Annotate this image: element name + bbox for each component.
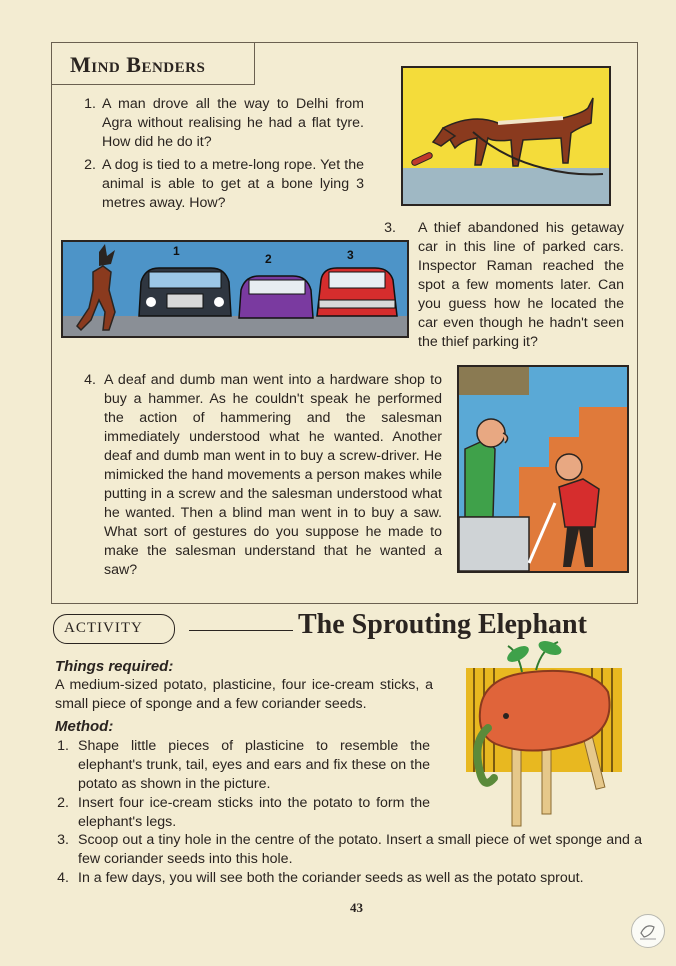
step-1-text: Shape little pieces of plasticine to resemble the elephant's trunk, tail, eyes and ears and fix these on the potato as shown in the picture. [78,738,430,792]
activity-rule [189,630,293,631]
shop-drawing [459,367,627,571]
page-number: 43 [350,900,363,915]
puzzle-4-number: 4. [84,372,96,388]
step-3-text: Scoop out a tiny hole in the centre of the potato. Insert a small piece of wet sponge and a few coriander seeds into this hole. [78,832,642,867]
step-3-number: 3. [57,832,69,848]
puzzle-1-text: A man drove all the way to Delhi from Agra without realising he had a flat tyre. How did he do it? [102,96,364,150]
step-4-text: In a few days, you will see both the coriander seeds as well as the potato sprout. [78,870,584,886]
hardware-shop-illustration [457,365,629,573]
step-2-text: Insert four ice-cream sticks into the potato to form the elephant's legs. [78,795,430,830]
car-label-2: 2 [265,252,272,266]
parked-cars-illustration [61,240,409,338]
car-label-3: 3 [347,248,354,262]
dog-illustration [401,66,611,206]
step-4-number: 4. [57,870,69,886]
activity-badge-label: ACTIVITY [64,620,143,636]
puzzle-3-text: A thief abandoned his getaway car in this line of parked cars. Inspector Raman reached the spot a few moments later. Can you guess how he located the car even though he hadn't seen the thief parking it? [418,220,624,350]
method-heading: Method: [55,718,114,735]
stamp-icon [632,915,664,947]
things-required-heading: Things required: [55,658,174,675]
things-required-text: A medium-sized potato, plasticine, four ice-cream sticks, a small piece of sponge and a few coriander seeds. [55,677,433,712]
puzzle-2-number: 2. [84,157,96,173]
cars-drawing [63,242,407,336]
dog-drawing [403,68,609,204]
puzzle-3-number: 3. [384,220,396,236]
puzzle-1-number: 1. [84,96,96,112]
potato-elephant-illustration [462,632,626,828]
car-label-1: 1 [173,244,180,258]
step-1-number: 1. [57,738,69,754]
corner-stamp [631,914,665,948]
elephant-drawing [462,632,626,828]
puzzle-4-text: A deaf and dumb man went into a hardware shop to buy a hammer. As he couldn't speak he performed the action of hammering and the salesman immediately understood what he wanted. Another deaf and dumb man went in to buy a screw-driver. He mimicked the hand movements a person makes while putting in a screw and the salesman understood what he wanted. Then a blind man went in to buy a saw. What sort of gestures do you suppose he made to make the salesman understand that he wanted a saw? [104,372,442,578]
activity-title: The Sprouting Elephant [298,609,587,640]
mind-benders-title: Mind Benders [70,52,206,77]
puzzle-2-text: A dog is tied to a metre-long rope. Yet the animal is able to get at a bone lying 3 metres away. How? [102,157,364,211]
step-2-number: 2. [57,795,69,811]
